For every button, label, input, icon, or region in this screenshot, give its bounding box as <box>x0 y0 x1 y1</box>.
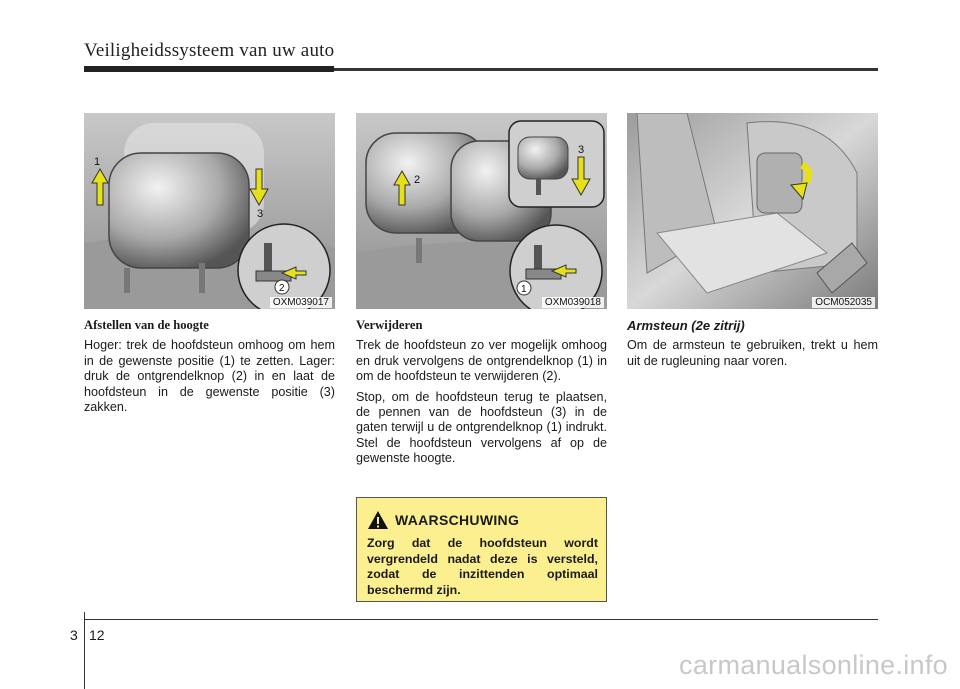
warning-text: Zorg dat de hoofdsteun wordt vergrendeld nadat deze is versteld, zodat de inzittenden optimaal beschermd zijn. <box>367 536 598 597</box>
figure-headrest-remove <box>356 113 607 309</box>
watermark: carmanualsonline.info <box>679 650 948 680</box>
svg-text:2: 2 <box>414 174 421 186</box>
section-paragraph: Hoger: trek de hoofdsteun omhoog om hem in de gewenste positie (1) te zetten. Lager: druk de ontgrendelknop (2) in en laat de hoofdsteun in de gewenste positie (3) zakken. <box>84 338 335 415</box>
warning-icon <box>367 510 389 530</box>
section-height-adjust <box>84 318 335 420</box>
page-number: 12 <box>89 627 105 643</box>
warning-title: WAARSCHUWING <box>395 512 520 528</box>
chapter-number: 3 <box>70 627 78 643</box>
figure-headrest-height <box>84 113 335 309</box>
figure-code: OXM039018 <box>542 297 604 308</box>
figure-code: OXM039017 <box>270 297 332 308</box>
section-paragraph: Trek de hoofdsteun zo ver mogelijk omhoog en druk vervolgens de ontgrendelknop (1) in om de hoofdsteun te verwijderen (2). <box>356 338 607 384</box>
svg-text:3: 3 <box>578 144 585 156</box>
figure-armrest <box>627 113 878 309</box>
figure-code: OCM052035 <box>812 297 875 308</box>
armrest-illustration <box>627 113 878 309</box>
section-title: Armsteun (2e zitrij) <box>627 318 745 333</box>
svg-text:1: 1 <box>521 284 527 295</box>
section-remove <box>356 318 607 472</box>
footer-divider <box>84 612 85 689</box>
page-header-title: Veiligheidssysteem van uw auto <box>84 40 335 61</box>
svg-text:3: 3 <box>257 208 264 220</box>
svg-text:1: 1 <box>94 156 101 168</box>
section-paragraph: Om de armsteun te gebruiken, trekt u hem uit de rugleuning naar voren. <box>627 338 878 368</box>
section-paragraph: Stop, om de hoofdsteun terug te plaatsen, de pennen van de hoofdsteun (3) in de gaten terwijl u de ontgrendelknop (1) indrukt. Stel de hoofdsteun vervolgens af op de gewenste hoogte. <box>356 389 607 466</box>
section-title: Afstellen van de hoogte <box>84 318 209 332</box>
section-armrest <box>627 318 878 374</box>
header-rule-accent <box>84 66 334 72</box>
svg-text:2: 2 <box>279 283 285 294</box>
footer-rule <box>84 619 878 620</box>
headrest-height-illustration <box>84 113 335 309</box>
warning-box <box>356 497 607 602</box>
headrest-remove-illustration <box>356 113 607 309</box>
section-title: Verwijderen <box>356 318 423 332</box>
